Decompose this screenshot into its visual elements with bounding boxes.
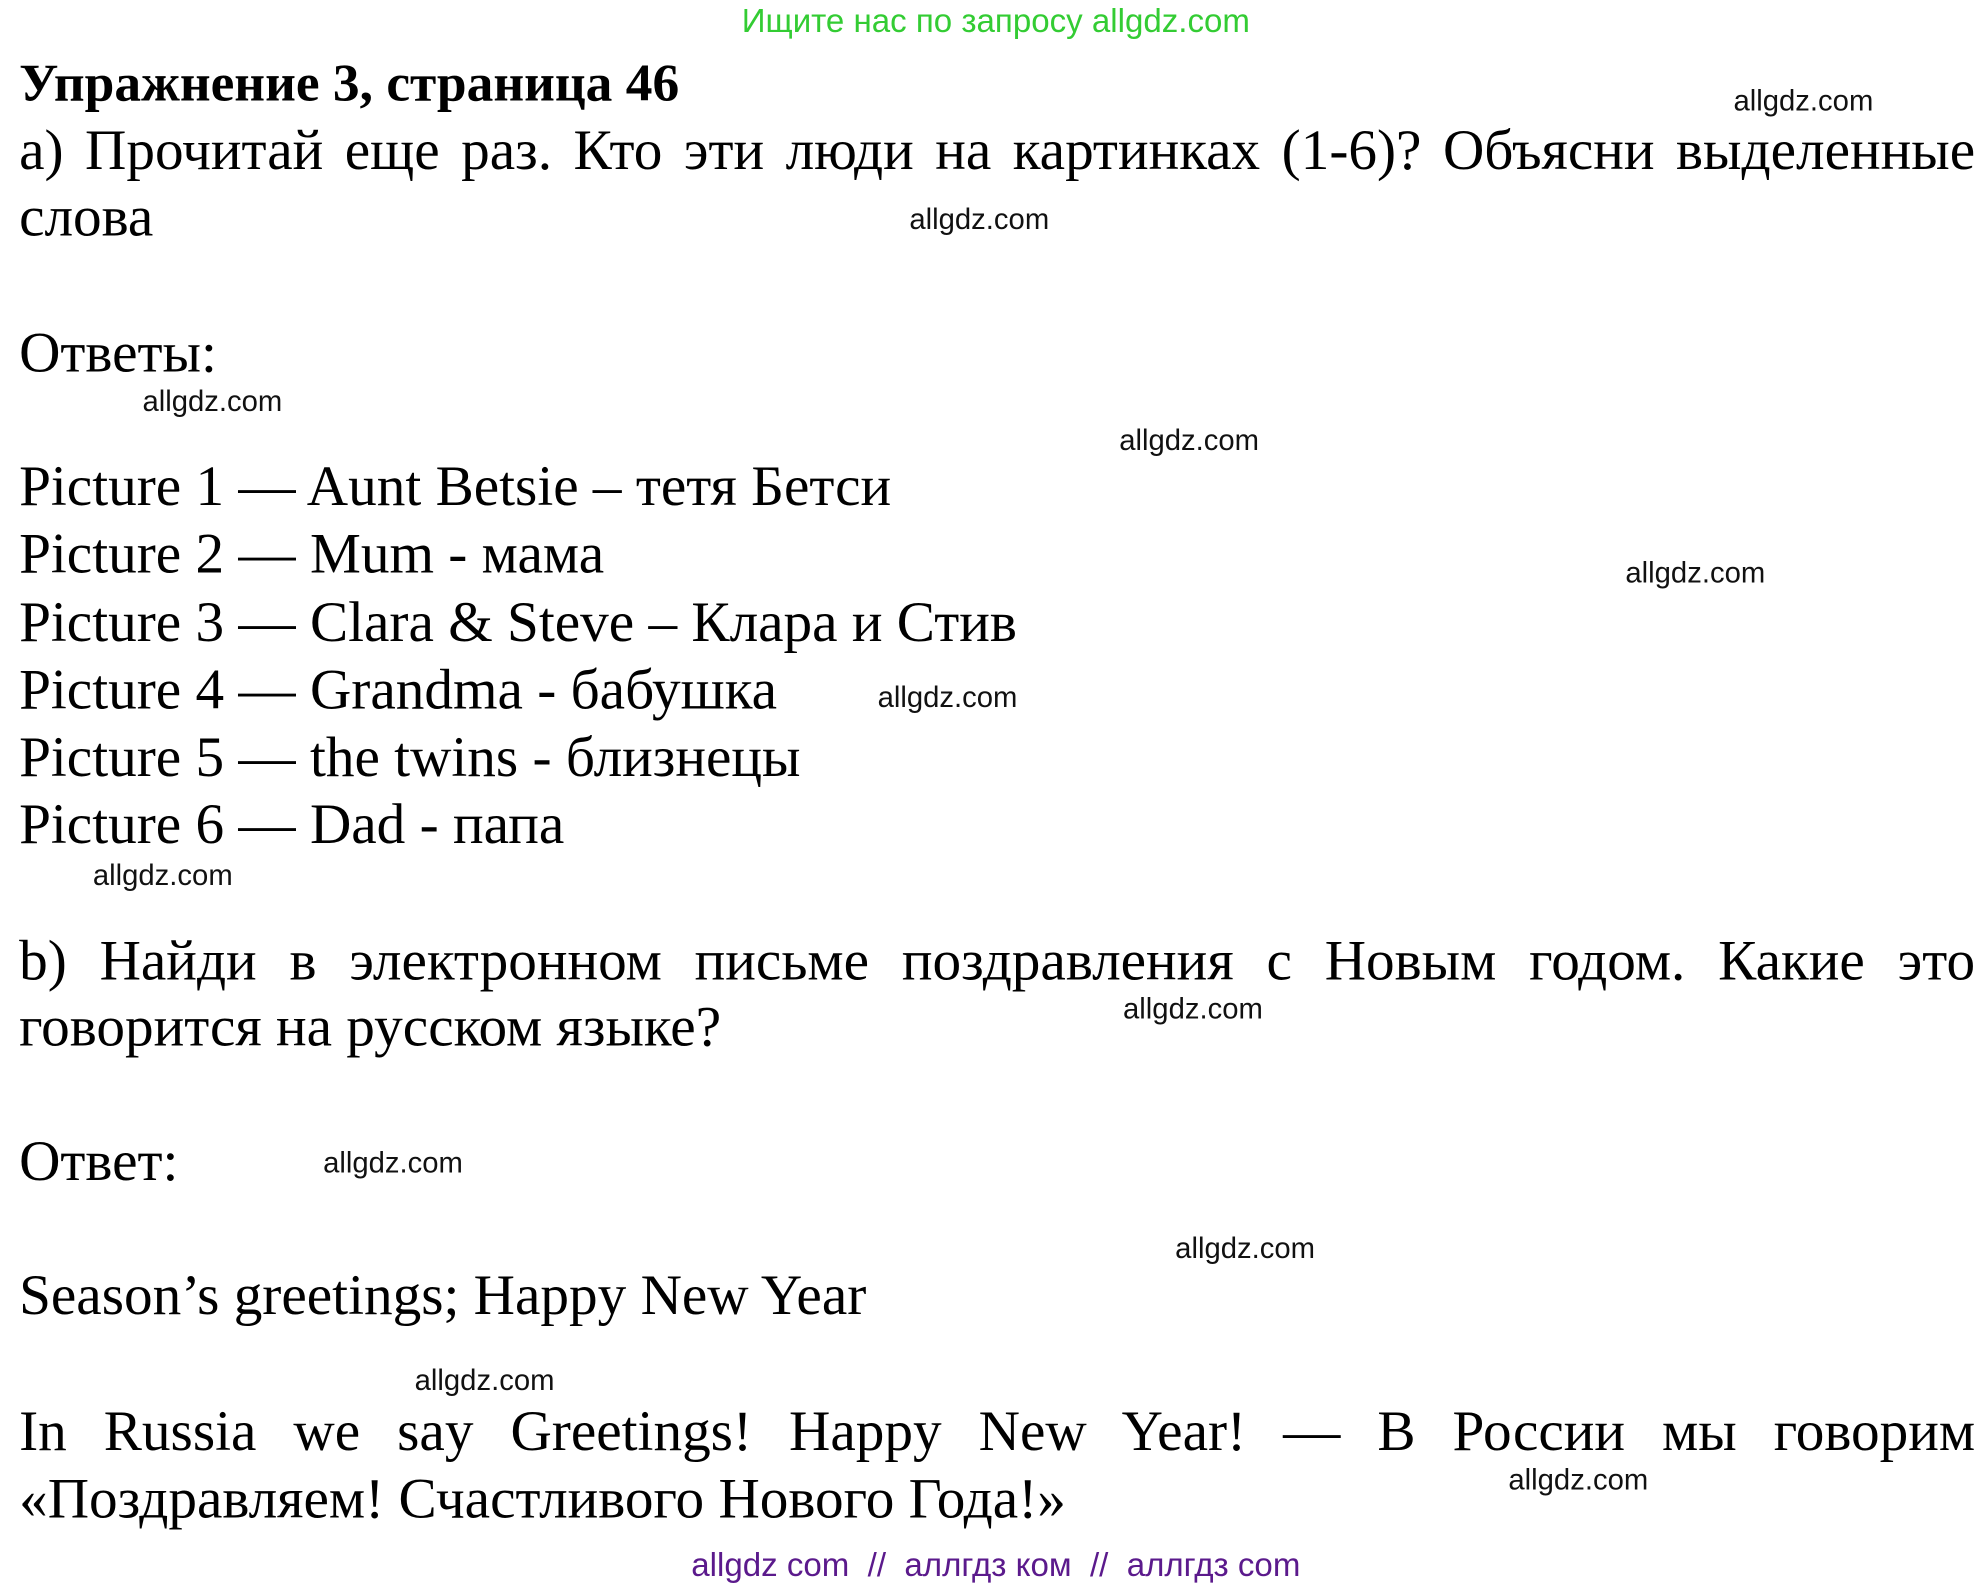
watermark: allgdz.com	[414, 1363, 555, 1397]
answer-line: Picture 3 — Clara & Steve – Клара и Стив	[19, 590, 1017, 654]
watermark: allgdz.com	[142, 384, 283, 418]
watermark: allgdz.com	[1508, 1462, 1649, 1496]
watermark: allgdz.com	[1175, 1231, 1316, 1265]
watermark: allgdz.com	[1123, 992, 1263, 1026]
task-b-line-1: b) Найди в электронном письме поздравления с Новым годом. Какие это	[19, 928, 1976, 993]
task-b-line-2: говорится на русском языке?	[19, 994, 722, 1059]
answer-line: Picture 1 — Aunt Betsie – тетя Бетси	[19, 454, 892, 518]
task-a-line-2: слова	[19, 184, 154, 249]
page-title: Упражнение 3, страница 46	[19, 54, 680, 114]
task-a-line-1: а) Прочитай еще раз. Кто эти люди на картинках (1-6)? Объясни выделенные	[19, 118, 1976, 182]
watermark: allgdz.com	[909, 202, 1050, 236]
answer-b-greetings: Season’s greetings; Happy New Year	[19, 1262, 867, 1327]
watermark: allgdz.com	[1733, 83, 1874, 118]
watermark: allgdz.com	[1119, 423, 1260, 457]
watermark: allgdz.com	[1625, 555, 1766, 589]
answer-line: Picture 2 — Mum - мама	[19, 521, 605, 586]
watermark: allgdz.com	[877, 680, 1018, 714]
watermark: allgdz.com	[323, 1145, 463, 1179]
watermark: allgdz.com	[92, 858, 233, 892]
answer-b-russia-line-1: In Russia we say Greetings! Happy New Year! — В России мы говорим	[19, 1398, 1976, 1463]
answer-b-russia-line-2: «Поздравляем! Счастливого Нового Года!»	[19, 1466, 1066, 1530]
answer-line: Picture 5 — the twins - близнецы	[19, 724, 801, 789]
answer-line: Picture 6 — Dad - папа	[19, 792, 565, 856]
answers-a-label: Ответы:	[19, 320, 217, 385]
search-banner: Ищите нас по запросу allgdz.com	[741, 1, 1250, 40]
answer-line: Picture 4 — Grandma - бабушка	[19, 657, 778, 722]
answer-b-label: Ответ:	[19, 1129, 179, 1193]
footer-links: allgdz com // аллгдз ком // аллгдз com	[691, 1545, 1301, 1584]
